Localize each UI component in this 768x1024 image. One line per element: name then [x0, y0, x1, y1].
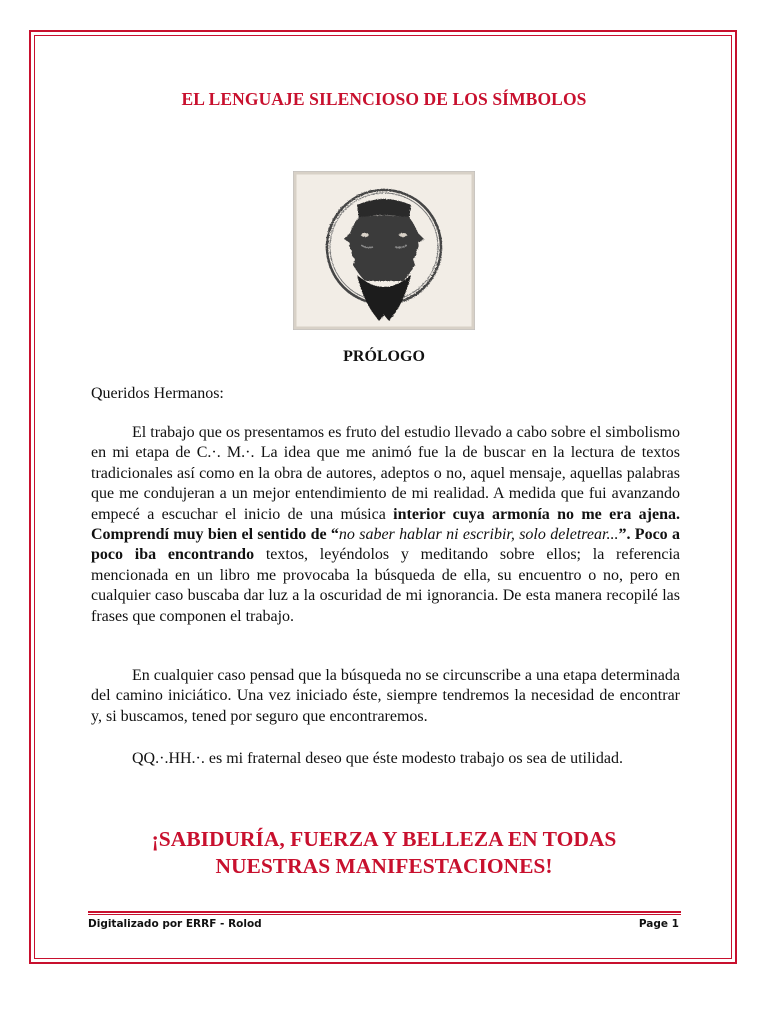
two-faced-head-emblem-icon — [293, 171, 475, 330]
salutation: Queridos Hermanos: — [91, 385, 224, 402]
closing-motto — [0, 826, 768, 879]
paragraph-1-italic: no saber hablar ni escribir, solo deletrear... — [338, 526, 619, 544]
footer-rule-thin — [88, 914, 681, 915]
paragraph-1-bold-a: interior cuya armonía no me era ajena. Comprendí muy bien el sentido de “ — [91, 505, 680, 544]
document-title: EL LENGUAJE SILENCIOSO DE LOS SÍMBOLOS — [181, 89, 587, 109]
paragraph-2 — [91, 666, 680, 727]
paragraph-1 — [91, 423, 680, 627]
paragraph-1-bold-b: ”. Poco a poco iba encontrando — [91, 526, 681, 564]
footer-rule — [88, 911, 681, 913]
paragraph-3-text: QQ.·.HH.·. es mi fraternal deseo que éste modesto trabajo os sea de utilidad. — [132, 750, 623, 767]
paragraph-3 — [91, 749, 680, 769]
paragraph-1-text: El trabajo que os presentamos es fruto del estudio llevado a cabo sobre el simbolismo en mi etapa de C.·. M.·. La idea que me animó fue la de buscar en la lectura de textos tradicionales así como en la obra de autores, adeptos o no, aquel mensaje, aquellas palabras que me condujeran a un mejor entendimiento de mi realidad. A medida que fui avanzando empecé a escuchar el inicio de una música — [91, 424, 680, 523]
paragraph-1-text-end: textos, leyéndolos y meditando sobre ellos; la referencia mencionada en un libro me provocaba la búsqueda de ella, su encuentro o no, pero en cualquier caso buscaba dar luz a la oscuridad de mi ignorancia. De esta manera recopilé las frases que componen el trabajo. — [91, 546, 680, 625]
closing-motto-line-2: NUESTRAS MANIFESTACIONES! — [215, 853, 553, 878]
prologue-heading: PRÓLOGO — [343, 348, 425, 365]
page-number: Page 1 — [638, 918, 679, 930]
paragraph-2-text: En cualquier caso pensad que la búsqueda no se circunscribe a una etapa determinada del camino iniciático. Una vez iniciado éste, siempre tendremos la necesidad de encontrar y, si buscamos, tened por seguro que encontraremos. — [91, 667, 680, 725]
closing-motto-line-1: ¡SABIDURÍA, FUERZA Y BELLEZA EN TODAS — [151, 827, 617, 851]
footer-credit: Digitalizado por ERRF - Rolod — [88, 918, 262, 930]
